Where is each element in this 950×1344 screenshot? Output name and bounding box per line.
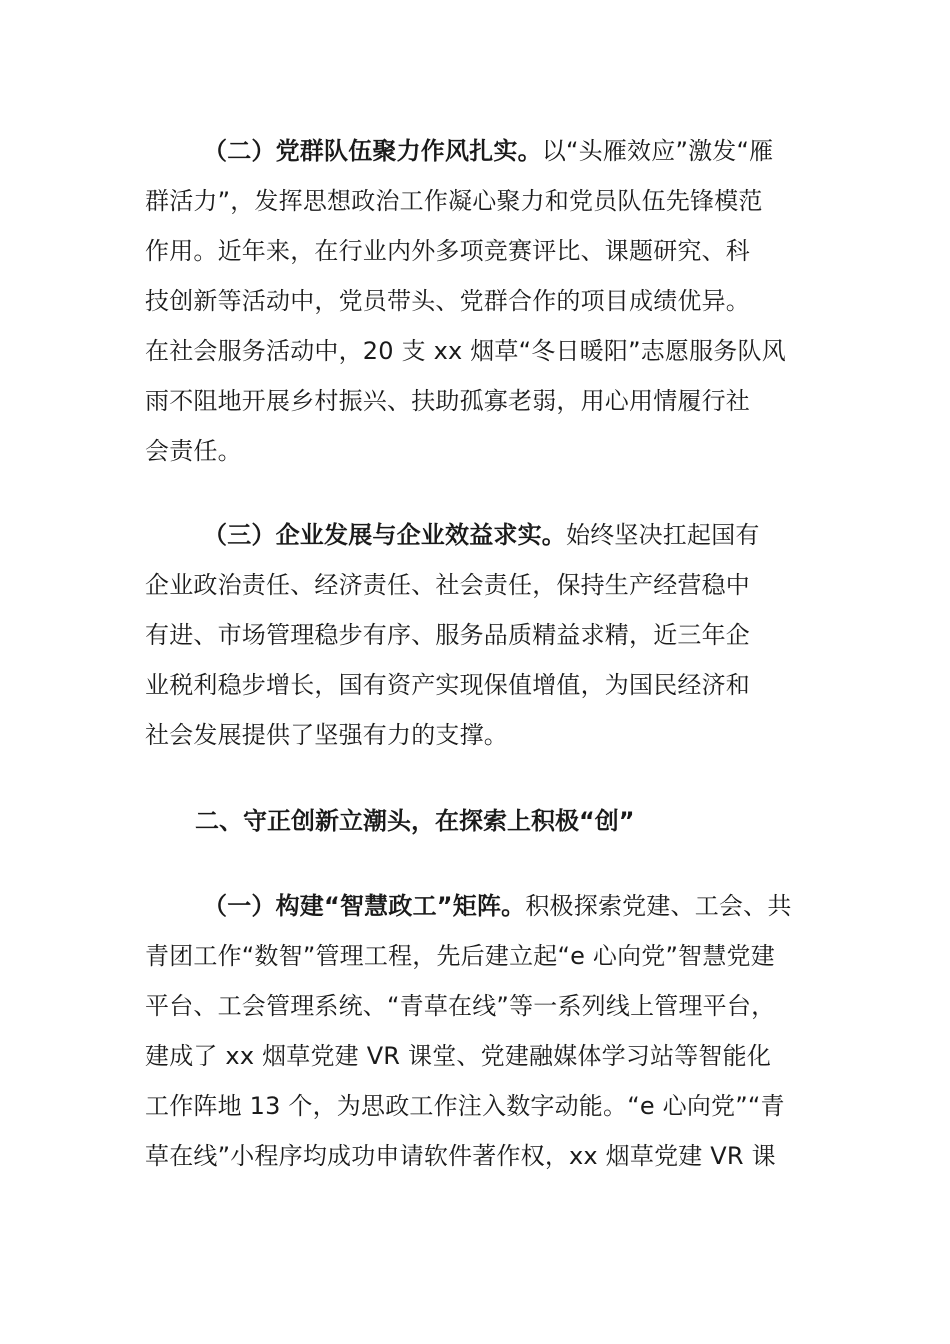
paragraph-line: 群活力”，发挥思想政治工作凝心聚力和党员队伍先锋模范: [145, 187, 763, 215]
paragraph-title: （一）构建“智慧政工”矩阵。: [203, 892, 526, 920]
paragraph-smart-political-work: [145, 881, 810, 1181]
paragraph-line: 业税利稳步增长，国有资产实现保值增值，为国民经济和: [145, 671, 750, 699]
paragraph-enterprise-development: [145, 510, 810, 760]
paragraph-line: 雨不阻地开展乡村振兴、扶助孤寡老弱，用心用情履行社: [145, 387, 750, 415]
paragraph-line: 青团工作“数智”管理工程，先后建立起“e 心向党”智慧党建: [145, 942, 775, 970]
paragraph-text: 积极探索党建、工会、共: [525, 892, 792, 920]
paragraph-line: 技创新等活动中，党员带头、党群合作的项目成绩优异。: [145, 287, 750, 315]
paragraph-first-line: [145, 126, 810, 176]
paragraph-line: 作用。近年来，在行业内外多项竞赛评比、课题研究、科: [145, 237, 750, 265]
paragraph-line: 在社会服务活动中，20 支 xx 烟草“冬日暖阳”志愿服务队风: [145, 337, 786, 365]
paragraph-party-team: [145, 126, 810, 476]
paragraph-first-line: [145, 881, 810, 931]
paragraph-text: 以“头雁效应”激发“雁: [541, 137, 774, 165]
paragraph-line: 工作阵地 13 个，为思政工作注入数字动能。“e 心向党”“青: [145, 1092, 785, 1120]
paragraph-title: （三）企业发展与企业效益求实。: [203, 521, 566, 549]
paragraph-line: 建成了 xx 烟草党建 VR 课堂、党建融媒体学习站等智能化: [145, 1042, 772, 1070]
section-heading: 二、守正创新立潮头，在探索上积极“创”: [195, 807, 635, 835]
paragraph-line: 有进、市场管理稳步有序、服务品质精益求精，近三年企: [145, 621, 750, 649]
paragraph-line: 会责任。: [145, 437, 242, 465]
paragraph-line: 草在线”小程序均成功申请软件著作权，xx 烟草党建 VR 课: [145, 1142, 776, 1170]
paragraph-text: 始终坚决扛起国有: [566, 521, 760, 549]
paragraph-title: （二）党群队伍聚力作风扎实。: [203, 137, 542, 165]
paragraph-first-line: [145, 510, 810, 560]
paragraph-line: 企业政治责任、经济责任、社会责任，保持生产经营稳中: [145, 571, 750, 599]
paragraph-line: 平台、工会管理系统、“青草在线”等一系列线上管理平台，: [145, 992, 776, 1020]
paragraph-line: 社会发展提供了坚强有力的支撑。: [145, 721, 508, 749]
